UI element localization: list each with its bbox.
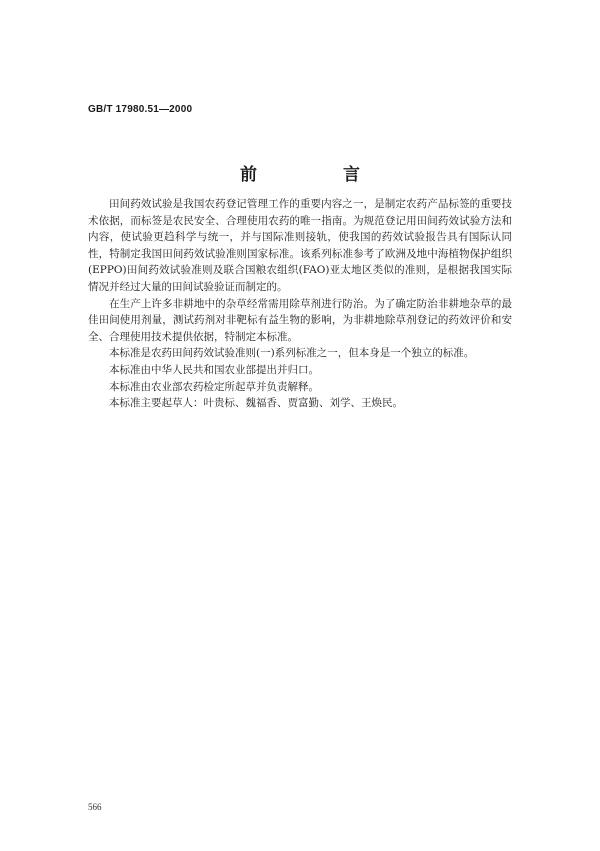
paragraph-purpose: 在生产上许多非耕地中的杂草经常需用除草剂进行防治。为了确定防治非耕地杂草的最佳田间使用剂量，测试药剂对非靶标有益生物的影响，为非耕地除草剂登记的药效评价和安全、合理使用技术提供依据，特制定本标准。	[88, 297, 512, 343]
standard-code: GB/T 17980.51—2000	[88, 104, 193, 115]
page-title: 前 言	[240, 165, 400, 185]
page-number: 566	[88, 802, 102, 812]
paragraph-drafter-org: 本标准由农业部农药检定所起草并负责解释。	[109, 380, 319, 393]
paragraph-proposer: 本标准由中华人民共和国农业部提出并归口。	[109, 363, 319, 376]
paragraph-intro: 田间药效试验是我国农药登记管理工作的重要内容之一，是制定农药产品标签的重要技术依据，而标签是农民安全、合理使用农药的唯一指南。为规范登记用田间药效试验方法和内容，使试验更趋科学与统一，并与国际准则接轨，使我国的药效试验报告具有国际认同性，特制定我国田间药效试验准则国家标准。该系列标准参考了欧洲及地中海植物保护组织(EPPO)田间药效试验准则及联合国粮农组织(FAO)亚太地区类似的准则，是根据我国实际情况并经过大量的田间试验验证而制定的。	[88, 198, 512, 293]
foreword-body	[88, 196, 512, 412]
paragraph-series: 本标准是农药田间药效试验准则(一)系列标准之一，但本身是一个独立的标准。	[109, 347, 475, 360]
paragraph-drafters: 本标准主要起草人：叶贵标、魏福香、贾富勤、刘学、王焕民。	[109, 397, 403, 410]
